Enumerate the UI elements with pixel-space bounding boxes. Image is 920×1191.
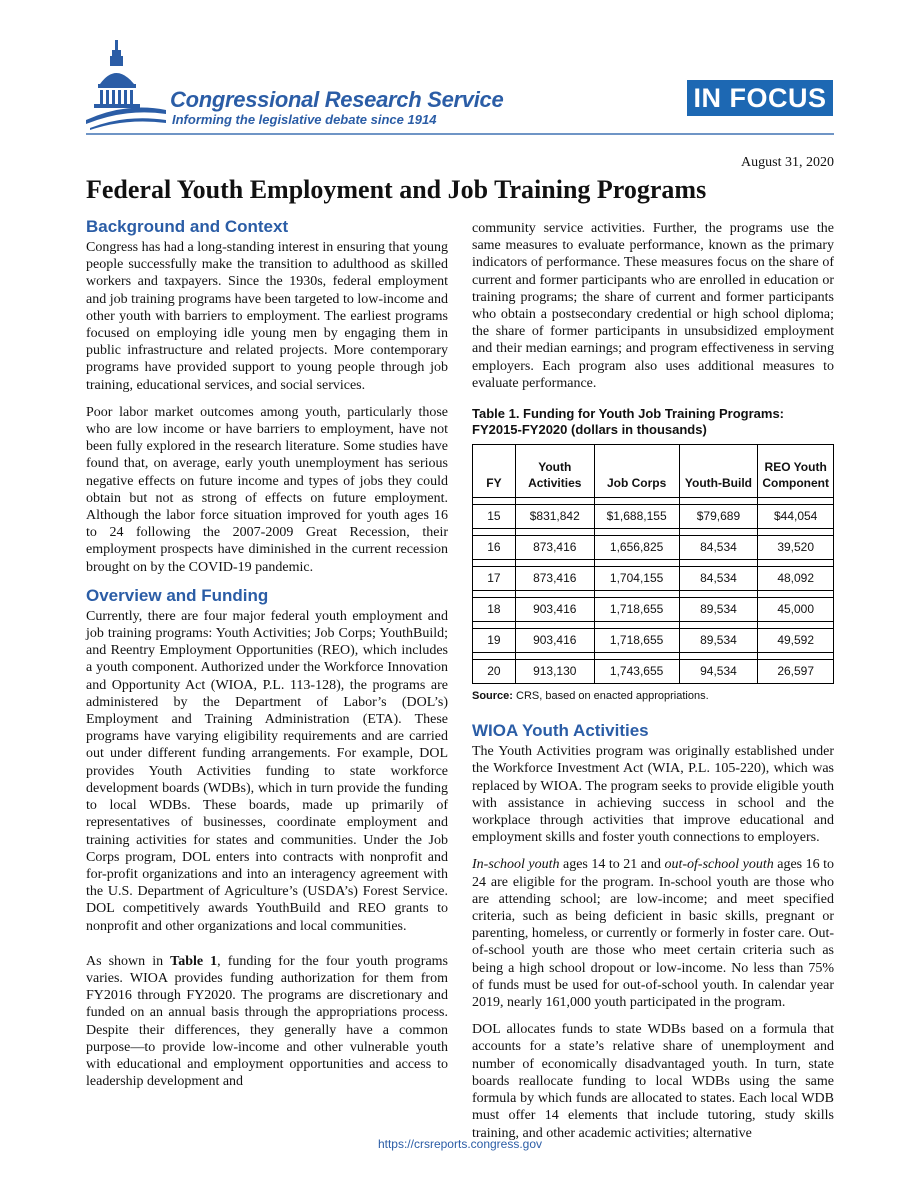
table-cell: 873,416 xyxy=(515,567,594,591)
table-cell: 48,092 xyxy=(758,567,834,591)
text-run: ages 14 to 21 and xyxy=(559,857,665,873)
table-cell: 1,718,655 xyxy=(594,629,679,653)
table-cell: 39,520 xyxy=(758,536,834,560)
table-cell: 84,534 xyxy=(679,536,758,560)
table-row xyxy=(473,505,834,529)
text-run: , funding for the four youth programs varies. WIOA provides funding authorization for them from FY2016 through FY2020. The programs are discretionary and funded on an annual basis through the appropriations process. Despite their differences, they generally have a common purpose—to provide low-income and other vulnerable youth with educational and employment opportunities and access to leadership development and xyxy=(86,953,448,1090)
table-cell: $79,689 xyxy=(679,505,758,529)
table-reference-link: Table 1 xyxy=(170,953,218,969)
table-source-note xyxy=(472,688,834,705)
left-column xyxy=(86,217,448,1100)
header-cell: FY xyxy=(473,445,516,498)
table-cell: 913,130 xyxy=(515,660,594,684)
table-header-row xyxy=(473,445,834,498)
table-cell: $1,688,155 xyxy=(594,505,679,529)
right-column xyxy=(472,220,834,1152)
table-cell: 26,597 xyxy=(758,660,834,684)
table-row xyxy=(473,660,834,684)
funding-table xyxy=(472,444,834,684)
table-row xyxy=(473,536,834,560)
paragraph: Poor labor market outcomes among youth, particularly those who are low income or have barriers to employment, have not been fully explored in the research literature. Some studies have found that, on average, early youth unemployment has serious negative effects on future income and types of jobs they could obtain but not as strong of effects on future employment. Although the labor force situation improved for youth ages 16 to 24 following the 2007-2009 Great Recession, their employment prospects have diminished in the current recession brought on by the COVID-19 pandemic. xyxy=(86,404,448,575)
table-cell: 873,416 xyxy=(515,536,594,560)
table-cell: 20 xyxy=(473,660,516,684)
table-cell: 19 xyxy=(473,629,516,653)
table-cell: 15 xyxy=(473,505,516,529)
table-cell: $44,054 xyxy=(758,505,834,529)
table-row xyxy=(473,567,834,591)
page-title: Federal Youth Employment and Job Training Programs xyxy=(86,175,707,204)
paragraph: Currently, there are four major federal youth employment and job training programs: Youth Activities; Job Corps; YouthBuild; and Reentry Employment Opportunities (REO), which includes a youth component. Authorized under the Workforce Innovation and Opportunity Act (WIOA, P.L. 113-128), the programs are administered by the Department of Labor’s (DOL’s) Employment and Training Administration (ETA). These programs have varying eligibility requirements and are carried out under different funding arrangements. For example, DOL provides Youth Activities funding to state workforce development boards (WDBs), which in turn provide the funding to local WDBs. These boards, made up primarily of representatives of businesses, coordinate employment and training activities for states and communities. Under the Job Corps program, DOL enters into contracts with nonprofit and for-profit organizations and into an interagency agreement with the U.S. Department of Agriculture’s (USDA’s) Forest Service. DOL competitively awards YouthBuild and REO grants to nonprofit and other organizations and local communities. xyxy=(86,608,448,934)
paragraph: community service activities. Further, the programs use the same measures to evaluate performance, known as the primary indicators of performance. These measures focus on the share of current and former participants who are enrolled in education or training programs; the share of current and former participants who obtain a postsecondary credential or high school diploma; the share of former participants in unsubsidized employment and their median earnings; and program effectiveness in serving employers. Each program also uses additional measures to evaluate performance. xyxy=(472,221,834,391)
table-row xyxy=(473,598,834,622)
text-run: In-school youth xyxy=(472,857,560,873)
section-heading-overview: Overview and Funding xyxy=(86,585,269,605)
header-cell: Youth Activities xyxy=(515,445,594,498)
org-name: Congressional Research Service xyxy=(170,87,504,112)
table-cell: 903,416 xyxy=(515,598,594,622)
section-heading-background: Background and Context xyxy=(86,217,289,236)
in-focus-badge: IN FOCUS xyxy=(687,80,833,116)
header-cell: Job Corps xyxy=(594,445,679,498)
table-cell: 1,656,825 xyxy=(594,536,679,560)
paragraph: The Youth Activities program was originally established under the Workforce Investment Act (WIA, P.L. 105-220), which was replaced by WIOA. The program seeks to provide eligible youth with assistance in achieving success in school and the workplace through activities that improve educational and employment skills and foster youth connections to employers. xyxy=(472,744,834,846)
table-cell: 1,718,655 xyxy=(594,598,679,622)
paragraph xyxy=(86,953,448,1091)
header-cell: Youth-Build xyxy=(679,445,758,498)
paragraph: Congress has had a long-standing interest in ensuring that young people successfully make the transition to adulthood as skilled workers and taxpayers. Since the 1930s, federal employment and job training programs have been targeted to low-income and other youth with barriers to employment. The earliest programs focused on employing idle young men by engaging them in public infrastructure and related projects. More contemporary programs have provided support to young people through job training, educational services, and social services. xyxy=(86,240,448,393)
text-run: ages 16 to 24 are eligible for the program. In-school youth are those who are attending school; are low-income; and meet specified criteria, such as being deficient in basic skills, pregnant or parenting, homeless, or currently or formerly in foster care. Out-of-school youth are those who meet certain criteria such as being a high school dropout or low-income. No less than 75% of funds must be used for out-of-school youth. In calendar year 2019, nearly 161,000 youth participated in the program. xyxy=(472,857,834,1011)
text-run: out-of-school youth xyxy=(664,857,774,873)
table-cell: 16 xyxy=(473,536,516,560)
table-cell: 49,592 xyxy=(758,629,834,653)
table-cell: 903,416 xyxy=(515,629,594,653)
source-label: Source: xyxy=(472,690,513,703)
section-heading-wioa: WIOA Youth Activities xyxy=(472,721,649,741)
table-row xyxy=(473,629,834,653)
paragraph xyxy=(472,856,834,1011)
header-divider xyxy=(86,133,834,135)
crs-capitol-dome-logo xyxy=(86,40,166,130)
publication-date: August 31, 2020 xyxy=(741,155,834,170)
table-cell: 89,534 xyxy=(679,629,758,653)
table-caption: Table 1. Funding for Youth Job Training Programs: FY2015-FY2020 (dollars in thousands) xyxy=(472,406,785,438)
table-cell: 1,704,155 xyxy=(594,567,679,591)
table-cell: 18 xyxy=(473,598,516,622)
table-cell: 94,534 xyxy=(679,660,758,684)
table-cell: $831,842 xyxy=(515,505,594,529)
footer-url-link[interactable]: https://crsreports.congress.gov xyxy=(377,1137,543,1151)
table-cell: 89,534 xyxy=(679,598,758,622)
header-cell: REO Youth Component xyxy=(758,445,834,498)
text-run: As shown in xyxy=(86,953,171,969)
org-tagline: Informing the legislative debate since 1914 xyxy=(172,112,437,127)
paragraph: DOL allocates funds to state WDBs based on a formula that accounts for a state’s relative share of unemployment and number of economically disadvantaged youth. In turn, state boards reallocate funding to local WDBs using the same formula by which funds are allocated to states. Each local WDB must offer 14 elements that include tutoring, study skills training, and other academic activities; alternative xyxy=(472,1022,834,1141)
table-cell: 1,743,655 xyxy=(594,660,679,684)
source-text: CRS, based on enacted appropriations. xyxy=(512,690,709,703)
table-cell: 84,534 xyxy=(679,567,758,591)
table-cell: 45,000 xyxy=(758,598,834,622)
table-cell: 17 xyxy=(473,567,516,591)
